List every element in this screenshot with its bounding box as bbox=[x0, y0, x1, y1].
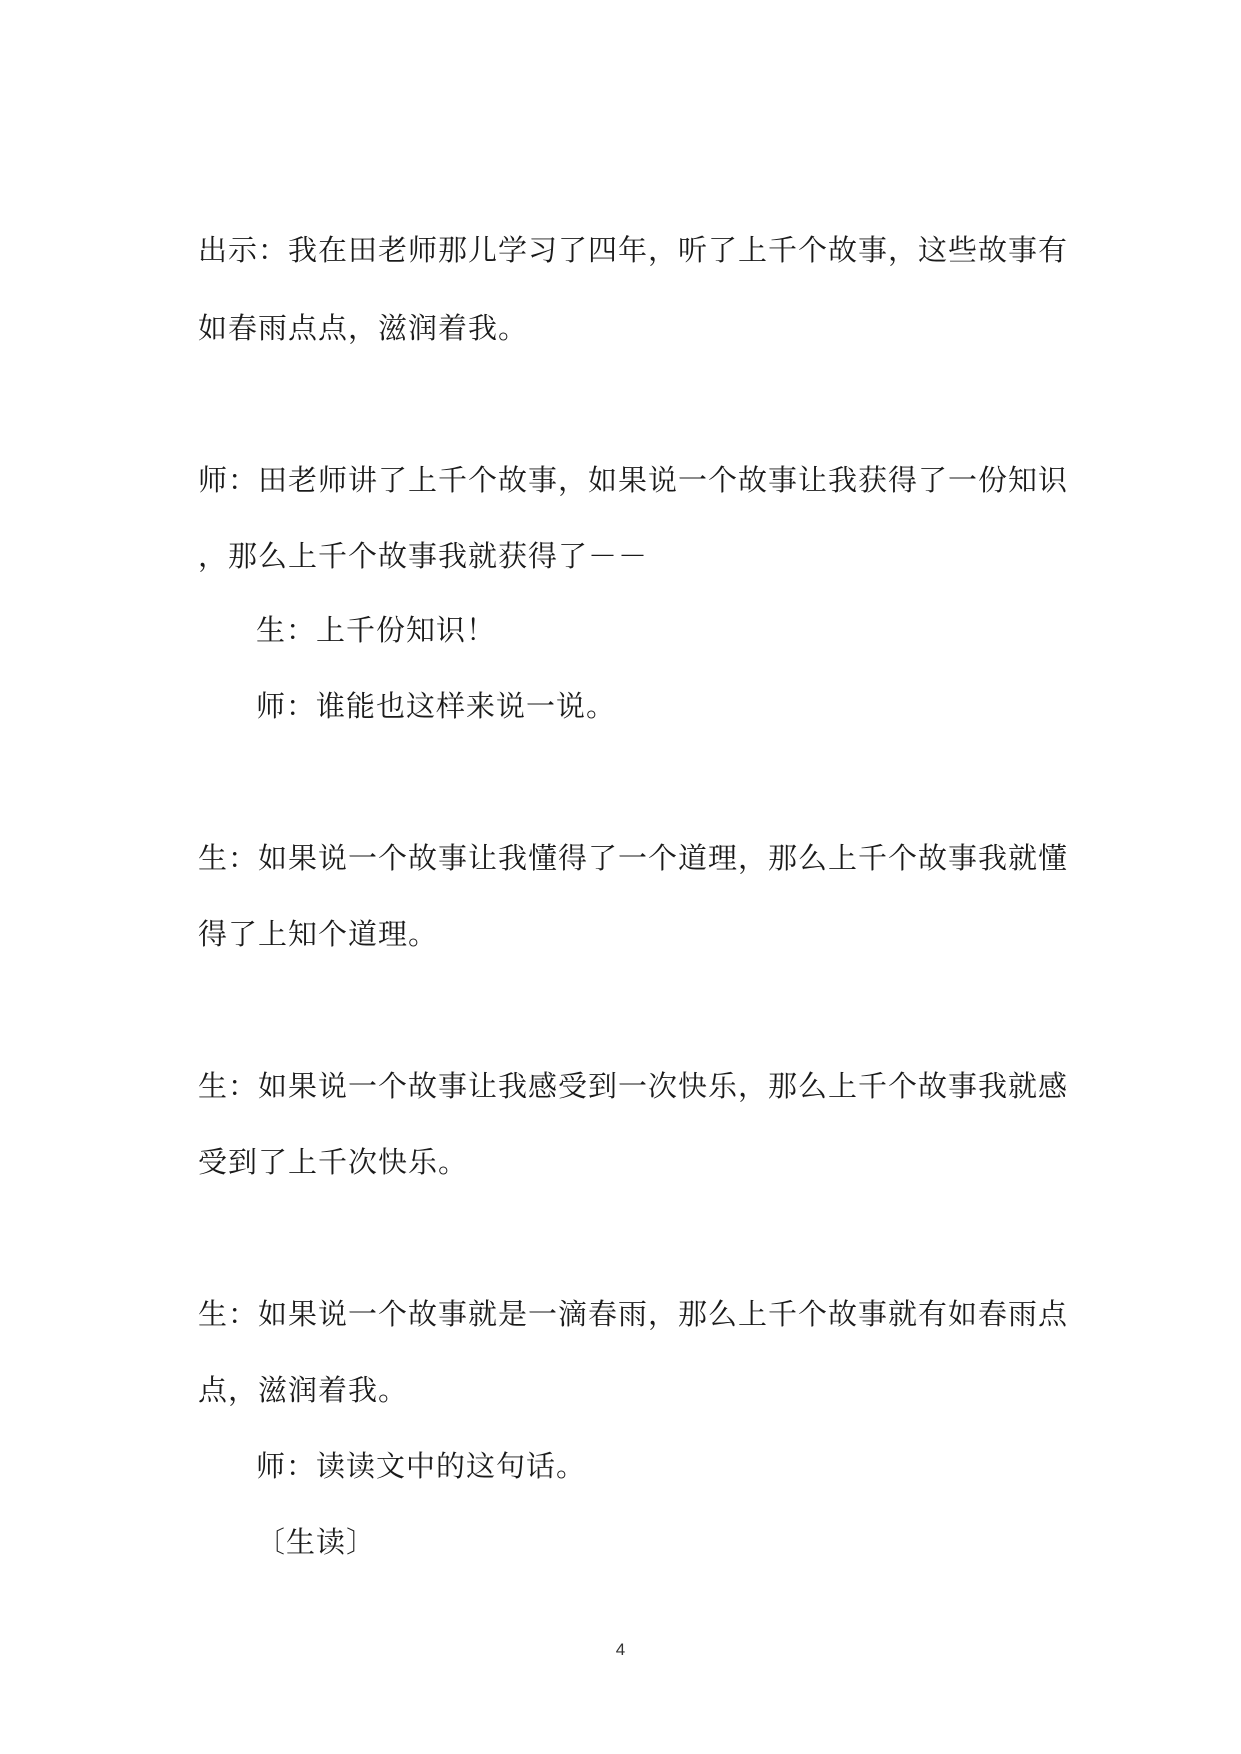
paragraph-line: 生：如果说一个故事让我感受到一次快乐，那么上千个故事我就感 bbox=[198, 1069, 1069, 1103]
paragraph-line: 点，滋润着我。 bbox=[198, 1373, 409, 1407]
dialogue-line: 师：读读文中的这句话。 bbox=[256, 1449, 587, 1483]
paragraph-line: 得了上知个道理。 bbox=[198, 917, 439, 951]
paragraph-line: 生：如果说一个故事就是一滴春雨，那么上千个故事就有如春雨点 bbox=[198, 1297, 1069, 1331]
paragraph-line: 生：如果说一个故事让我懂得了一个道理，那么上千个故事我就懂 bbox=[198, 841, 1069, 875]
paragraph-line: ，那么上千个故事我就获得了－－ bbox=[198, 539, 649, 573]
dialogue-line: 生：上千份知识！ bbox=[256, 613, 497, 647]
dialogue-line: 〔生读〕 bbox=[256, 1525, 377, 1559]
page-number: 4 bbox=[615, 1640, 626, 1659]
paragraph-line: 出示：我在田老师那儿学习了四年，听了上千个故事，这些故事有 bbox=[198, 233, 1069, 267]
paragraph-line: 如春雨点点，滋润着我。 bbox=[198, 311, 529, 345]
dialogue-line: 师：谁能也这样来说一说。 bbox=[256, 689, 617, 723]
paragraph-line: 受到了上千次快乐。 bbox=[198, 1145, 469, 1179]
paragraph-line: 师：田老师讲了上千个故事，如果说一个故事让我获得了一份知识 bbox=[198, 463, 1069, 497]
